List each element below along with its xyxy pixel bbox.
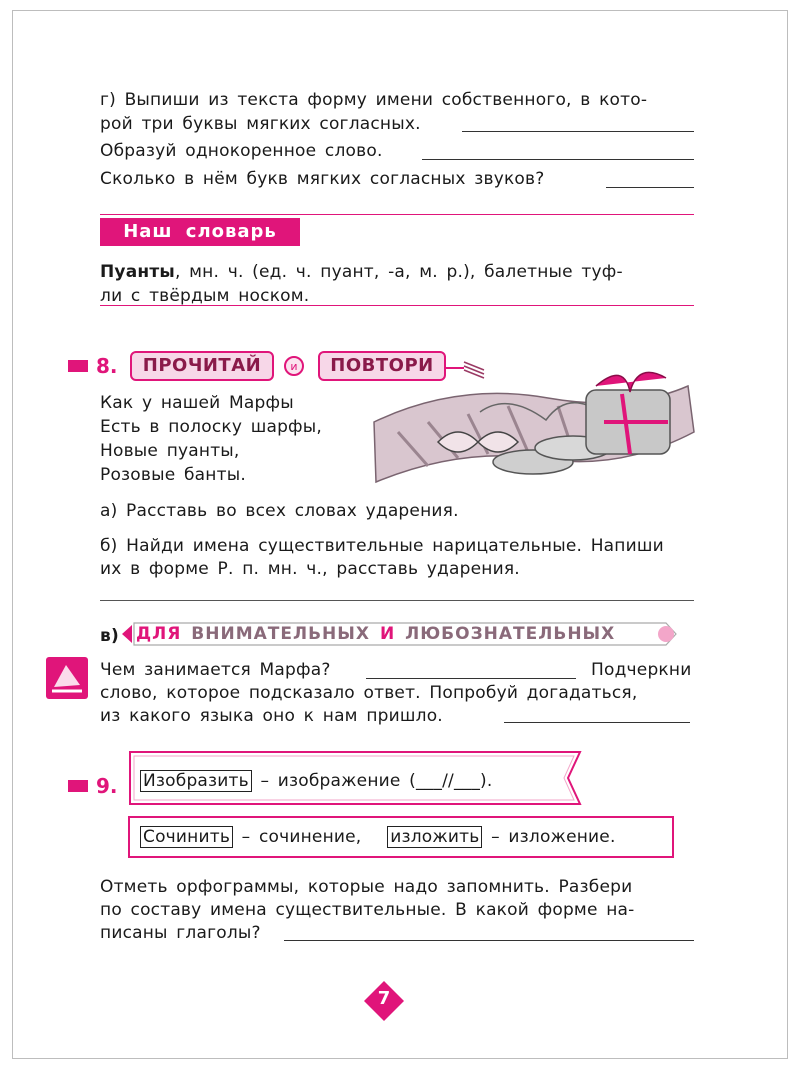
- curious-attentive: ВНИМАТЕЛЬНЫХ: [191, 624, 371, 644]
- answer-line-verb-form[interactable]: [284, 940, 694, 941]
- curious-for: ДЛЯ: [136, 624, 182, 644]
- task-g-line-3: Образуй однокоренное слово.: [100, 141, 383, 161]
- task-8b-line-1: б) Найди имена существительные нарицательные. Напиши: [100, 536, 664, 556]
- book-pencil-icon: [46, 657, 88, 699]
- question-line-2: слово, которое подсказало ответ. Попробуй догадаться,: [100, 683, 638, 703]
- task-8v-label: в): [100, 626, 119, 646]
- page-number: 7: [377, 988, 391, 1009]
- task-9-line-2: по составу имена существительные. В какой форме на-: [100, 900, 635, 920]
- dictionary-top-rule: [100, 214, 694, 215]
- answer-line-8b[interactable]: [100, 600, 694, 601]
- answer-line-origin-language[interactable]: [504, 722, 690, 723]
- banner-repeat: ПОВТОРИ: [318, 351, 446, 381]
- question-line-3: из какого языка оно к нам пришло.: [100, 706, 443, 726]
- task-g-line-1: г) Выпиши из текста форму имени собственного, в кото-: [100, 90, 648, 110]
- task-8a: а) Расставь во всех словах ударения.: [100, 501, 459, 521]
- curious-banner-text: [136, 623, 615, 645]
- ex9-verb-1: Изобразить: [140, 770, 252, 792]
- poem-line-4: Розовые банты.: [100, 465, 246, 485]
- poem-line-3: Новые пуанты,: [100, 441, 240, 461]
- dictionary-entry-line-1: [100, 261, 623, 283]
- exercise-8-number: 8.: [96, 354, 118, 378]
- poem-line-1: Как у нашей Марфы: [100, 393, 294, 413]
- answer-line-count[interactable]: [606, 187, 694, 188]
- exercise-8-marker: [68, 360, 88, 372]
- task-g-line-4: Сколько в нём букв мягких согласных звуков?: [100, 169, 545, 189]
- banner-read: ПРОЧИТАЙ: [130, 351, 274, 381]
- ex9-row1-rest: – изображение (___//___).: [260, 771, 493, 791]
- ex9-verb-3: изложить: [387, 826, 482, 848]
- task-9-line-1: Отметь орфограммы, которые надо запомнить. Разбери: [100, 877, 633, 897]
- answer-line-cognate[interactable]: [422, 159, 694, 160]
- book-pencil-icon-glyph: [46, 657, 88, 699]
- scarf-and-pointe-shoes-illustration: [368, 362, 698, 494]
- question-line-1b: Подчеркни: [591, 660, 692, 680]
- exercise-9-number: 9.: [96, 774, 118, 798]
- task-g-line-2: рой три буквы мягких согласных.: [100, 114, 421, 134]
- dictionary-word: Пуанты: [100, 262, 175, 282]
- poem-line-2: Есть в полоску шарфы,: [100, 417, 323, 437]
- ex9-row2-mid: – сочинение,: [241, 827, 362, 847]
- ex9-verb-2: Сочинить: [140, 826, 233, 848]
- answer-line-occupation[interactable]: [366, 678, 576, 679]
- dictionary-definition-2: ли с твёрдым носком.: [100, 286, 310, 306]
- dictionary-bottom-rule: [100, 305, 694, 306]
- ex9-row2-rest: – изложение.: [491, 827, 616, 847]
- exercise-9-marker: [68, 780, 88, 792]
- answer-line-proper-name[interactable]: [462, 131, 694, 132]
- task-8b-line-2: их в форме Р. п. мн. ч., расставь ударения.: [100, 559, 520, 579]
- question-line-1a: Чем занимается Марфа?: [100, 660, 331, 680]
- dictionary-tag: Наш словарь: [100, 218, 300, 246]
- banner-and-circle: и: [284, 356, 304, 376]
- ex9-row2: [140, 826, 616, 848]
- curious-and: И: [379, 624, 396, 644]
- ex9-row1: [140, 770, 492, 792]
- task-9-line-3: писаны глаголы?: [100, 923, 261, 943]
- curious-inquisitive: ЛЮБОЗНАТЕЛЬНЫХ: [405, 624, 616, 644]
- dictionary-definition-1: , мн. ч. (ед. ч. пуант, -а, м. р.), балетные туф-: [174, 262, 623, 282]
